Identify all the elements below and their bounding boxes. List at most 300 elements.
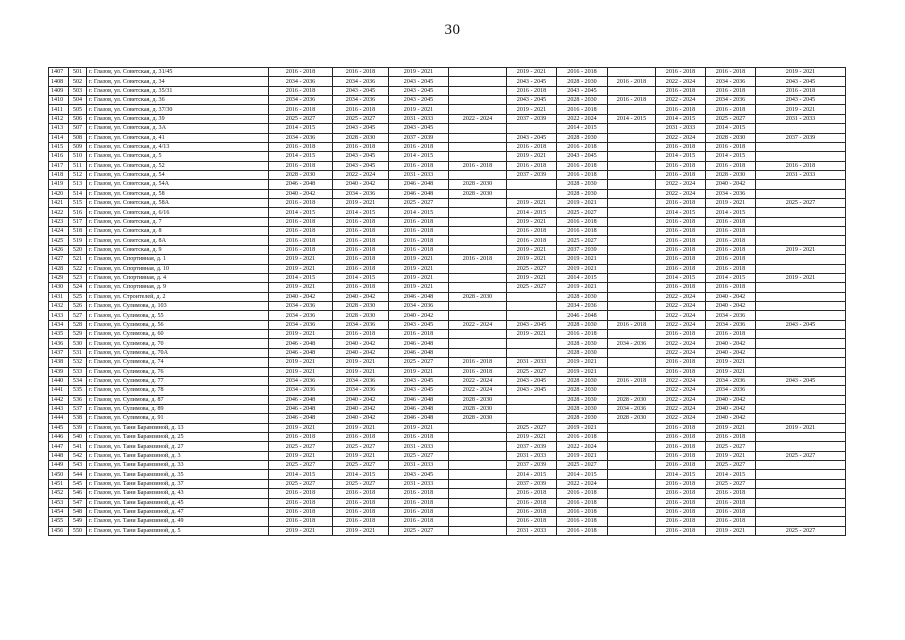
address-cell: г. Глазов, ул. Тани Барамзиной, д. 45	[87, 498, 269, 507]
house-number-cell: 529	[69, 330, 87, 339]
work-period-cell	[608, 311, 656, 320]
row-number-cell: 1452	[49, 489, 69, 498]
work-period-cell: 2014 - 2015	[557, 273, 608, 282]
address-cell: г. Глазов, ул. Тани Барамзиной, д. 47	[87, 507, 269, 516]
table-row	[49, 507, 846, 516]
work-period-cell: 2016 - 2018	[608, 376, 656, 385]
work-period-cell: 2016 - 2018	[656, 86, 706, 95]
work-period-cell: 2040 - 2042	[269, 292, 333, 301]
address-cell: г. Глазов, ул. Тани Барамзиной, д. 49	[87, 517, 269, 526]
work-period-cell: 2037 - 2039	[507, 442, 557, 451]
work-period-cell: 2019 - 2021	[706, 423, 756, 432]
table-row	[49, 339, 846, 348]
work-period-cell: 2016 - 2018	[557, 526, 608, 535]
address-cell: г. Глазов, ул. Советская, д. 37/30	[87, 105, 269, 114]
work-period-cell: 2028 - 2030	[449, 292, 507, 301]
table-row	[49, 105, 846, 114]
work-period-cell: 2043 - 2045	[557, 152, 608, 161]
work-period-cell: 2016 - 2018	[706, 227, 756, 236]
address-cell: г. Глазов, ул. Советская, д. 54	[87, 170, 269, 179]
housing-schedule-table	[48, 67, 846, 536]
work-period-cell: 2014 - 2015	[557, 470, 608, 479]
work-period-cell: 2019 - 2021	[557, 423, 608, 432]
work-period-cell	[507, 189, 557, 198]
work-period-cell: 2022 - 2024	[449, 114, 507, 123]
work-period-cell: 2016 - 2018	[706, 283, 756, 292]
work-period-cell	[608, 489, 656, 498]
work-period-cell: 2016 - 2018	[656, 367, 706, 376]
work-period-cell: 2034 - 2036	[269, 77, 333, 86]
row-number-cell: 1455	[49, 517, 69, 526]
work-period-cell: 2016 - 2018	[389, 161, 449, 170]
house-number-cell: 523	[69, 273, 87, 282]
work-period-cell: 2016 - 2018	[756, 86, 846, 95]
work-period-cell	[449, 152, 507, 161]
work-period-cell	[449, 526, 507, 535]
table-row	[49, 526, 846, 535]
work-period-cell: 2019 - 2021	[507, 152, 557, 161]
work-period-cell: 2019 - 2021	[756, 68, 846, 77]
work-period-cell: 2016 - 2018	[656, 442, 706, 451]
address-cell: г. Глазов, ул. Тани Барамзиной, д. 37	[87, 479, 269, 488]
work-period-cell	[608, 255, 656, 264]
work-period-cell: 2016 - 2018	[269, 489, 333, 498]
work-period-cell: 2019 - 2021	[389, 264, 449, 273]
row-number-cell: 1454	[49, 507, 69, 516]
row-number-cell: 1417	[49, 161, 69, 170]
work-period-cell	[756, 189, 846, 198]
work-period-cell: 2046 - 2048	[389, 292, 449, 301]
work-period-cell: 2016 - 2018	[557, 517, 608, 526]
work-period-cell: 2016 - 2018	[507, 517, 557, 526]
work-period-cell: 2016 - 2018	[656, 142, 706, 151]
work-period-cell: 2016 - 2018	[706, 161, 756, 170]
work-period-cell: 2016 - 2018	[333, 245, 389, 254]
work-period-cell: 2022 - 2024	[449, 376, 507, 385]
work-period-cell: 2016 - 2018	[507, 236, 557, 245]
work-period-cell: 2016 - 2018	[333, 489, 389, 498]
work-period-cell	[608, 442, 656, 451]
table-row	[49, 245, 846, 254]
work-period-cell: 2016 - 2018	[557, 507, 608, 516]
work-period-cell: 2016 - 2018	[706, 105, 756, 114]
address-cell: г. Глазов, ул. Тани Барамзиной, д. 33	[87, 461, 269, 470]
work-period-cell: 2016 - 2018	[656, 105, 706, 114]
work-period-cell: 2043 - 2045	[389, 86, 449, 95]
work-period-cell: 2043 - 2045	[389, 470, 449, 479]
row-number-cell: 1424	[49, 227, 69, 236]
row-number-cell: 1425	[49, 236, 69, 245]
work-period-cell: 2034 - 2036	[269, 301, 333, 310]
row-number-cell: 1409	[49, 86, 69, 95]
house-number-cell: 513	[69, 180, 87, 189]
address-cell: г. Глазов, ул. Советская, д. 58	[87, 189, 269, 198]
address-cell: г. Глазов, ул. Сулимова, д. 103	[87, 301, 269, 310]
work-period-cell: 2037 - 2039	[756, 133, 846, 142]
work-period-cell: 2043 - 2045	[389, 376, 449, 385]
work-period-cell: 2025 - 2027	[269, 479, 333, 488]
work-period-cell: 2025 - 2027	[507, 367, 557, 376]
work-period-cell: 2028 - 2030	[557, 348, 608, 357]
work-period-cell	[608, 367, 656, 376]
work-period-cell: 2040 - 2042	[706, 292, 756, 301]
work-period-cell	[756, 142, 846, 151]
work-period-cell: 2019 - 2021	[333, 199, 389, 208]
work-period-cell	[756, 124, 846, 133]
work-period-cell: 2034 - 2036	[706, 77, 756, 86]
work-period-cell	[756, 292, 846, 301]
work-period-cell: 2022 - 2024	[656, 414, 706, 423]
work-period-cell: 2014 - 2015	[507, 470, 557, 479]
work-period-cell	[608, 170, 656, 179]
work-period-cell: 2034 - 2036	[333, 77, 389, 86]
work-period-cell: 2019 - 2021	[269, 264, 333, 273]
work-period-cell: 2028 - 2030	[557, 180, 608, 189]
work-period-cell: 2016 - 2018	[507, 507, 557, 516]
work-period-cell: 2016 - 2018	[706, 68, 756, 77]
work-period-cell: 2028 - 2030	[557, 189, 608, 198]
work-period-cell: 2019 - 2021	[557, 451, 608, 460]
work-period-cell: 2019 - 2021	[269, 526, 333, 535]
work-period-cell: 2037 - 2039	[507, 479, 557, 488]
work-period-cell	[449, 77, 507, 86]
work-period-cell: 2022 - 2024	[656, 180, 706, 189]
work-period-cell: 2014 - 2015	[269, 470, 333, 479]
house-number-cell: 524	[69, 283, 87, 292]
address-cell: г. Глазов, ул. Спортивная, д. 9	[87, 283, 269, 292]
work-period-cell: 2037 - 2039	[389, 133, 449, 142]
work-period-cell	[756, 498, 846, 507]
work-period-cell	[756, 227, 846, 236]
work-period-cell: 2028 - 2030	[557, 404, 608, 413]
work-period-cell	[608, 330, 656, 339]
table-row	[49, 273, 846, 282]
address-cell: г. Глазов, ул. Сулимова, д. 70А	[87, 348, 269, 357]
work-period-cell: 2016 - 2018	[269, 236, 333, 245]
work-period-cell	[756, 386, 846, 395]
work-period-cell	[756, 264, 846, 273]
table-row	[49, 77, 846, 86]
work-period-cell: 2040 - 2042	[269, 189, 333, 198]
work-period-cell: 2014 - 2015	[333, 273, 389, 282]
work-period-cell	[608, 517, 656, 526]
row-number-cell: 1413	[49, 124, 69, 133]
work-period-cell: 2016 - 2018	[557, 227, 608, 236]
work-period-cell: 2031 - 2033	[389, 479, 449, 488]
work-period-cell: 2025 - 2027	[333, 479, 389, 488]
work-period-cell: 2040 - 2042	[706, 404, 756, 413]
work-period-cell: 2016 - 2018	[333, 105, 389, 114]
table-row	[49, 133, 846, 142]
work-period-cell: 2019 - 2021	[389, 283, 449, 292]
work-period-cell: 2034 - 2036	[706, 376, 756, 385]
house-number-cell: 543	[69, 461, 87, 470]
work-period-cell	[608, 161, 656, 170]
work-period-cell: 2028 - 2030	[557, 395, 608, 404]
work-period-cell: 2016 - 2018	[656, 217, 706, 226]
house-number-cell: 504	[69, 96, 87, 105]
row-number-cell: 1419	[49, 180, 69, 189]
work-period-cell: 2019 - 2021	[557, 367, 608, 376]
table-row	[49, 208, 846, 217]
house-number-cell: 537	[69, 404, 87, 413]
house-number-cell: 514	[69, 189, 87, 198]
work-period-cell: 2016 - 2018	[656, 199, 706, 208]
table-row	[49, 68, 846, 77]
table-row	[49, 423, 846, 432]
address-cell: г. Глазов, ул. Строителей, д. 2	[87, 292, 269, 301]
address-cell: г. Глазов, ул. Сулимова, д. 56	[87, 320, 269, 329]
table-row	[49, 152, 846, 161]
work-period-cell	[756, 507, 846, 516]
work-period-cell: 2016 - 2018	[333, 507, 389, 516]
work-period-cell: 2022 - 2024	[656, 77, 706, 86]
house-number-cell: 507	[69, 124, 87, 133]
work-period-cell: 2016 - 2018	[706, 255, 756, 264]
house-number-cell: 547	[69, 498, 87, 507]
address-cell: г. Глазов, ул. Советская, д. 39	[87, 114, 269, 123]
row-number-cell: 1449	[49, 461, 69, 470]
work-period-cell	[756, 208, 846, 217]
work-period-cell: 2014 - 2015	[656, 470, 706, 479]
row-number-cell: 1436	[49, 339, 69, 348]
table-row	[49, 489, 846, 498]
work-period-cell: 2016 - 2018	[706, 507, 756, 516]
work-period-cell: 2016 - 2018	[269, 161, 333, 170]
work-period-cell: 2031 - 2033	[507, 526, 557, 535]
house-number-cell: 506	[69, 114, 87, 123]
work-period-cell	[756, 152, 846, 161]
work-period-cell: 2016 - 2018	[656, 68, 706, 77]
work-period-cell: 2016 - 2018	[269, 507, 333, 516]
work-period-cell: 2019 - 2021	[756, 423, 846, 432]
work-period-cell	[507, 311, 557, 320]
work-period-cell: 2016 - 2018	[656, 451, 706, 460]
work-period-cell	[449, 133, 507, 142]
work-period-cell	[756, 470, 846, 479]
work-period-cell: 2019 - 2021	[389, 105, 449, 114]
work-period-cell	[507, 348, 557, 357]
work-period-cell	[507, 124, 557, 133]
row-number-cell: 1440	[49, 376, 69, 385]
work-period-cell: 2016 - 2018	[706, 217, 756, 226]
work-period-cell: 2022 - 2024	[656, 404, 706, 413]
work-period-cell: 2016 - 2018	[557, 170, 608, 179]
work-period-cell	[608, 498, 656, 507]
work-period-cell: 2046 - 2048	[269, 404, 333, 413]
work-period-cell	[608, 273, 656, 282]
work-period-cell: 2016 - 2018	[389, 498, 449, 507]
work-period-cell: 2043 - 2045	[333, 161, 389, 170]
work-period-cell: 2022 - 2024	[656, 376, 706, 385]
work-period-cell: 2028 - 2030	[449, 414, 507, 423]
work-period-cell: 2034 - 2036	[333, 96, 389, 105]
work-period-cell: 2019 - 2021	[706, 358, 756, 367]
work-period-cell: 2019 - 2021	[507, 330, 557, 339]
work-period-cell: 2025 - 2027	[333, 442, 389, 451]
house-number-cell: 528	[69, 320, 87, 329]
work-period-cell: 2016 - 2018	[706, 245, 756, 254]
table-row	[49, 367, 846, 376]
table-row	[49, 311, 846, 320]
work-period-cell	[608, 358, 656, 367]
house-number-cell: 527	[69, 311, 87, 320]
work-period-cell: 2016 - 2018	[269, 68, 333, 77]
house-number-cell: 550	[69, 526, 87, 535]
house-number-cell: 502	[69, 77, 87, 86]
work-period-cell: 2014 - 2015	[507, 208, 557, 217]
page-number: 30	[444, 22, 461, 38]
work-period-cell: 2016 - 2018	[449, 358, 507, 367]
work-period-cell: 2019 - 2021	[333, 358, 389, 367]
work-period-cell: 2022 - 2024	[449, 386, 507, 395]
work-period-cell: 2016 - 2018	[656, 498, 706, 507]
table-row	[49, 189, 846, 198]
work-period-cell: 2022 - 2024	[656, 348, 706, 357]
address-cell: г. Глазов, ул. Сулимова, д. 60	[87, 330, 269, 339]
work-period-cell	[449, 433, 507, 442]
work-period-cell	[756, 404, 846, 413]
work-period-cell: 2016 - 2018	[269, 433, 333, 442]
work-period-cell	[507, 395, 557, 404]
house-number-cell: 540	[69, 433, 87, 442]
house-number-cell: 549	[69, 517, 87, 526]
table-row	[49, 86, 846, 95]
house-number-cell: 544	[69, 470, 87, 479]
address-cell: г. Глазов, ул. Сулимова, д. 77	[87, 376, 269, 385]
work-period-cell	[507, 180, 557, 189]
work-period-cell	[608, 423, 656, 432]
work-period-cell: 2025 - 2027	[389, 451, 449, 460]
work-period-cell	[608, 208, 656, 217]
work-period-cell: 2022 - 2024	[656, 395, 706, 404]
work-period-cell: 2016 - 2018	[557, 105, 608, 114]
work-period-cell	[608, 124, 656, 133]
work-period-cell: 2019 - 2021	[507, 68, 557, 77]
work-period-cell: 2016 - 2018	[507, 161, 557, 170]
row-number-cell: 1448	[49, 451, 69, 460]
work-period-cell: 2022 - 2024	[656, 292, 706, 301]
work-period-cell: 2037 - 2039	[507, 114, 557, 123]
work-period-cell: 2016 - 2018	[389, 245, 449, 254]
house-number-cell: 545	[69, 479, 87, 488]
table-row	[49, 255, 846, 264]
work-period-cell: 2016 - 2018	[656, 283, 706, 292]
work-period-cell: 2028 - 2030	[557, 133, 608, 142]
work-period-cell	[756, 217, 846, 226]
work-period-cell: 2028 - 2030	[333, 133, 389, 142]
table-row	[49, 142, 846, 151]
house-number-cell: 548	[69, 507, 87, 516]
work-period-cell: 2016 - 2018	[656, 433, 706, 442]
work-period-cell	[756, 414, 846, 423]
work-period-cell: 2040 - 2042	[333, 414, 389, 423]
house-number-cell: 534	[69, 376, 87, 385]
work-period-cell: 2016 - 2018	[389, 507, 449, 516]
address-cell: г. Глазов, ул. Сулимова, д. 87	[87, 395, 269, 404]
work-period-cell	[449, 208, 507, 217]
work-period-cell: 2014 - 2015	[389, 152, 449, 161]
work-period-cell: 2016 - 2018	[449, 255, 507, 264]
work-period-cell: 2028 - 2030	[557, 414, 608, 423]
row-number-cell: 1416	[49, 152, 69, 161]
work-period-cell: 2016 - 2018	[333, 142, 389, 151]
work-period-cell: 2043 - 2045	[333, 152, 389, 161]
work-period-cell	[756, 339, 846, 348]
work-period-cell: 2019 - 2021	[557, 199, 608, 208]
house-number-cell: 532	[69, 358, 87, 367]
work-period-cell	[449, 273, 507, 282]
work-period-cell: 2019 - 2021	[507, 433, 557, 442]
work-period-cell	[608, 348, 656, 357]
work-period-cell: 2040 - 2042	[333, 395, 389, 404]
work-period-cell: 2019 - 2021	[333, 451, 389, 460]
address-cell: г. Глазов, ул. Советская, д. 41	[87, 133, 269, 142]
work-period-cell: 2034 - 2036	[706, 320, 756, 329]
work-period-cell: 2031 - 2033	[507, 358, 557, 367]
row-number-cell: 1450	[49, 470, 69, 479]
work-period-cell: 2040 - 2042	[706, 414, 756, 423]
work-period-cell	[608, 217, 656, 226]
table-row	[49, 96, 846, 105]
work-period-cell: 2016 - 2018	[656, 330, 706, 339]
work-period-cell: 2034 - 2036	[333, 376, 389, 385]
work-period-cell: 2016 - 2018	[557, 161, 608, 170]
work-period-cell: 2025 - 2027	[507, 283, 557, 292]
work-period-cell: 2043 - 2045	[507, 376, 557, 385]
work-period-cell	[507, 404, 557, 413]
work-period-cell: 2025 - 2027	[333, 114, 389, 123]
work-period-cell: 2025 - 2027	[756, 526, 846, 535]
work-period-cell: 2043 - 2045	[507, 386, 557, 395]
address-cell: г. Глазов, ул. Сулимова, д. 91	[87, 414, 269, 423]
work-period-cell: 2025 - 2027	[557, 461, 608, 470]
work-period-cell: 2034 - 2036	[706, 96, 756, 105]
row-number-cell: 1423	[49, 217, 69, 226]
work-period-cell: 2016 - 2018	[449, 161, 507, 170]
work-period-cell	[608, 180, 656, 189]
work-period-cell	[449, 236, 507, 245]
work-period-cell: 2043 - 2045	[333, 124, 389, 133]
work-period-cell: 2019 - 2021	[706, 526, 756, 535]
table-row	[49, 451, 846, 460]
house-number-cell: 542	[69, 451, 87, 460]
work-period-cell: 2046 - 2048	[557, 311, 608, 320]
work-period-cell: 2040 - 2042	[333, 292, 389, 301]
work-period-cell: 2043 - 2045	[389, 96, 449, 105]
work-period-cell: 2016 - 2018	[333, 264, 389, 273]
work-period-cell: 2043 - 2045	[756, 376, 846, 385]
work-period-cell	[756, 348, 846, 357]
work-period-cell: 2014 - 2015	[333, 470, 389, 479]
work-period-cell: 2016 - 2018	[656, 236, 706, 245]
work-period-cell: 2014 - 2015	[706, 208, 756, 217]
work-period-cell: 2016 - 2018	[507, 86, 557, 95]
table-row	[49, 479, 846, 488]
table-row	[49, 330, 846, 339]
work-period-cell: 2019 - 2021	[756, 105, 846, 114]
work-period-cell	[608, 283, 656, 292]
work-period-cell	[608, 199, 656, 208]
address-cell: г. Глазов, ул. Сулимова, д. 78	[87, 386, 269, 395]
table-row	[49, 114, 846, 123]
work-period-cell	[449, 507, 507, 516]
work-period-cell: 2040 - 2042	[333, 404, 389, 413]
work-period-cell: 2034 - 2036	[608, 339, 656, 348]
work-period-cell	[449, 105, 507, 114]
work-period-cell: 2028 - 2030	[608, 414, 656, 423]
row-number-cell: 1426	[49, 245, 69, 254]
